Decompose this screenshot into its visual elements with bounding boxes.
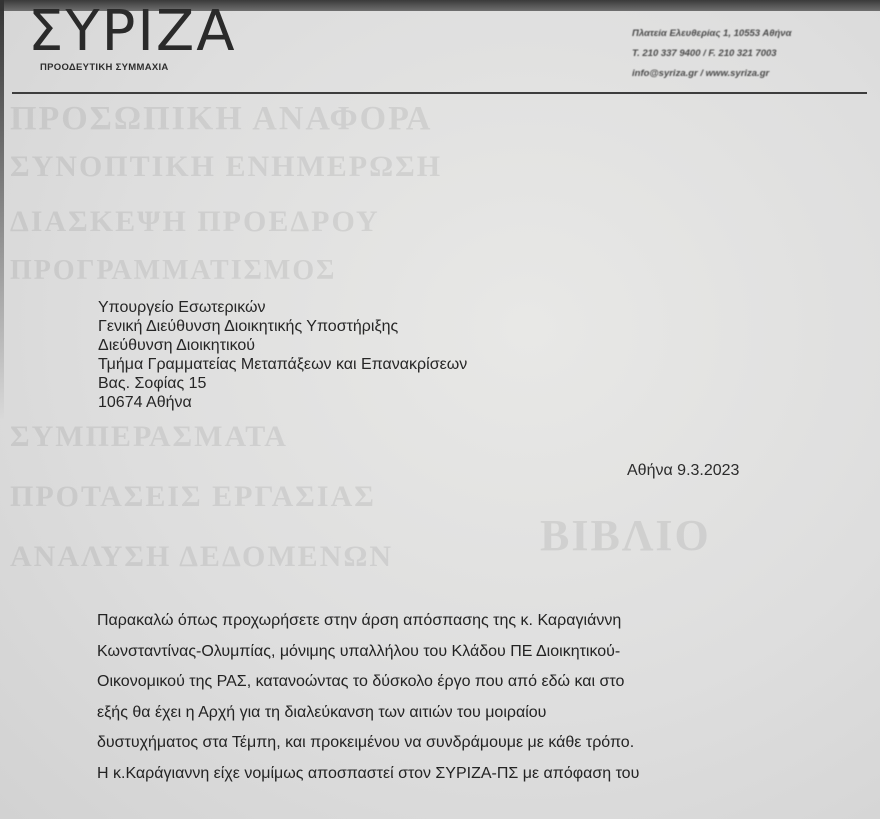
recipient-line: Βας. Σοφίας 15: [98, 375, 207, 392]
recipient-line: Τμήμα Γραμματείας Μεταπάξεων και Επανακρίσεων: [98, 356, 468, 373]
recipient-address: [98, 298, 467, 412]
body-line: Παρακαλώ όπως προχωρήσετε στην άρση απόσπασης της κ. Καραγιάννη: [97, 612, 622, 629]
bleed-through-text: ΣΥΝΟΠΤΙΚΗ ΕΝΗΜΕΡΩΣΗ: [10, 150, 443, 183]
body-line: Οικονομικού της ΡΑΣ, κατανοώντας το δύσκολο έργο που από εδώ και στο: [97, 673, 625, 690]
bleed-through-text: ΣΥΜΠΕΡΑΣΜΑΤΑ: [10, 420, 288, 453]
contact-web: info@syriza.gr / www.syriza.gr: [632, 68, 770, 79]
contact-address: Πλατεία Ελευθερίας 1, 10553 Αθήνα: [632, 28, 792, 39]
body-line: Η κ.Καράγιαννη είχε νομίμως αποσπαστεί στον ΣΥΡΙΖΑ-ΠΣ με απόφαση του: [97, 764, 640, 782]
bleed-through-text: ΑΝΑΛΥΣΗ ΔΕΔΟΜΕΝΩΝ: [10, 540, 394, 573]
recipient-line: Διεύθυνση Διοικητικού: [98, 337, 256, 354]
recipient-line: 10674 Αθήνα: [98, 394, 192, 411]
body-line: εξής θα έχει η Αρχή για τη διαλεύκανση των αιτιών του μοιραίου: [97, 703, 547, 721]
contact-phone-fax: T. 210 337 9400 / F. 210 321 7003: [632, 48, 777, 59]
recipient-line: Υπουργείο Εσωτερικών: [98, 299, 266, 316]
body-line: δυστυχήματος στα Τέμπη, και προκειμένου να συνδράμουμε με κάθε τρόπο.: [97, 734, 635, 751]
letter-date: Αθήνα 9.3.2023: [627, 462, 740, 479]
syriza-logo: ΣΥΡΙΖΑ: [28, 0, 237, 64]
scanner-edge-left: [0, 0, 4, 420]
bleed-through-text: ΔΙΑΣΚΕΨΗ ΠΡΟΕΔΡΟΥ: [10, 205, 380, 238]
body-line: Κωνσταντίνας-Ολυμπίας, μόνιμης υπαλλήλου του Κλάδου ΠΕ Διοικητικού-: [97, 642, 621, 660]
contact-block: [632, 24, 862, 84]
letter-body: [97, 606, 797, 789]
header-divider: [12, 92, 867, 94]
bleed-through-text: ΠΡΟΓΡΑΜΜΑΤΙΣΜΟΣ: [10, 255, 337, 286]
bleed-through-text: ΠΡΟΤΑΣΕΙΣ ΕΡΓΑΣΙΑΣ: [10, 480, 376, 513]
recipient-line: Γενική Διεύθυνση Διοικητικής Υποστήριξης: [98, 318, 399, 335]
bleed-through-text: ΒΙΒΛΙΟ: [540, 511, 711, 560]
bleed-through-text: ΠΡΟΣΩΠΙΚΗ ΑΝΑΦΟΡΑ: [10, 100, 433, 137]
logo-subtitle: ΠΡΟΟΔΕΥΤΙΚΗ ΣΥΜΜΑΧΙΑ: [40, 62, 169, 73]
